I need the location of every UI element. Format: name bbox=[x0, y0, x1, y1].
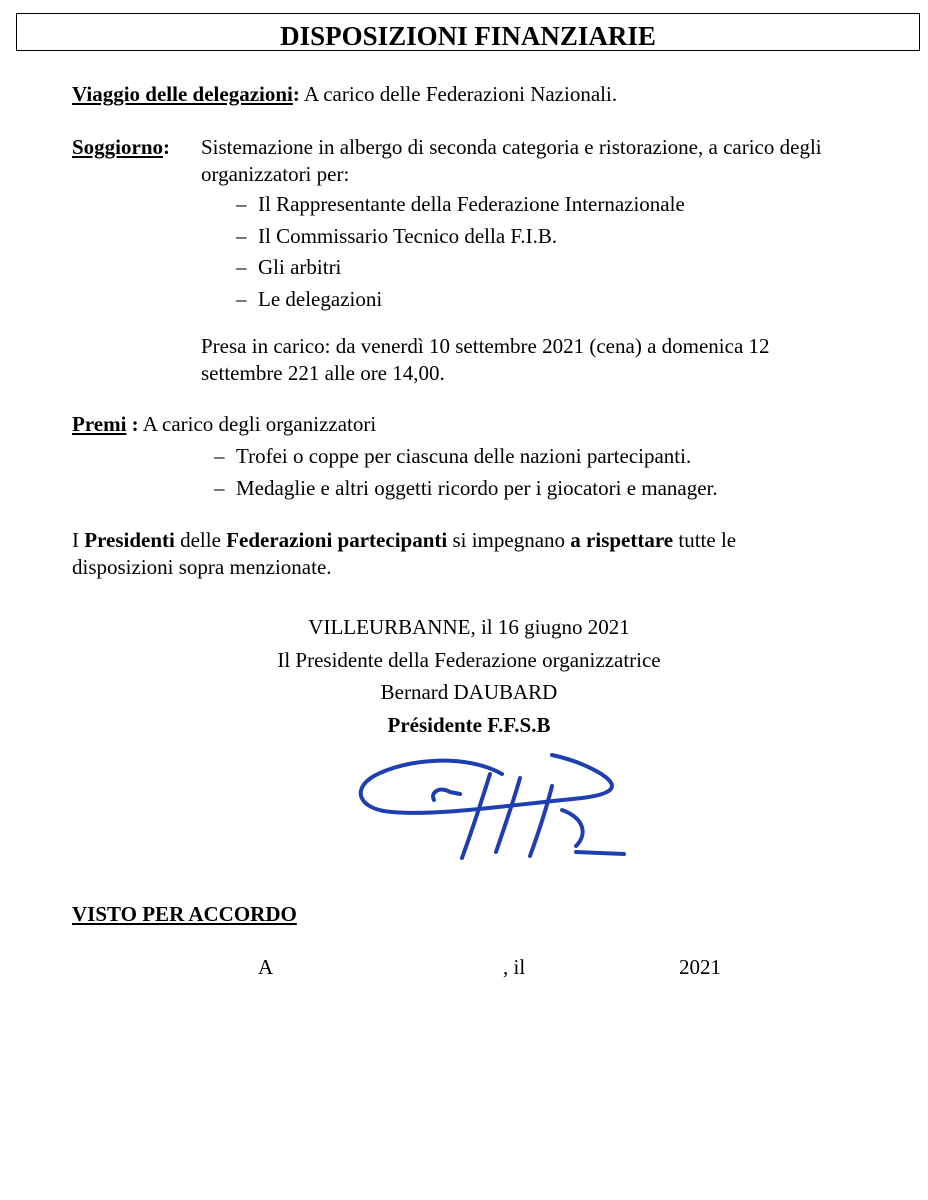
dash-bullet: – bbox=[236, 192, 247, 216]
soggiorno-item bbox=[236, 289, 382, 310]
visto-label: VISTO PER ACCORDO bbox=[72, 902, 297, 926]
dash-bullet: – bbox=[236, 224, 247, 248]
soggiorno-item-text: Il Commissario Tecnico della F.I.B. bbox=[258, 224, 558, 248]
soggiorno-item bbox=[236, 226, 557, 247]
title-box bbox=[16, 13, 920, 51]
signer-role: Il Presidente della Federazione organizzatrice bbox=[277, 648, 661, 672]
visto-place: A bbox=[258, 955, 274, 979]
dash-bullet: – bbox=[214, 444, 225, 468]
soggiorno-item-text: Le delegazioni bbox=[258, 287, 383, 311]
viaggio-label: Viaggio delle delegazioni bbox=[72, 82, 293, 106]
premi-item bbox=[214, 478, 718, 499]
impegno-bold: Presidenti bbox=[84, 528, 175, 552]
premi-colon: : bbox=[126, 412, 139, 436]
impegno-text: I bbox=[72, 528, 85, 552]
premi-item-text: Trofei o coppe per ciascuna delle nazioni partecipanti. bbox=[236, 444, 692, 468]
impegno-text: delle bbox=[174, 528, 227, 552]
handwritten-signature bbox=[352, 748, 632, 868]
impegno-bold: a rispettare bbox=[570, 528, 674, 552]
premi-line bbox=[72, 414, 376, 435]
viaggio-text: A carico delle Federazioni Nazionali. bbox=[299, 82, 618, 106]
viaggio-line bbox=[72, 84, 617, 105]
premi-item bbox=[214, 446, 691, 467]
presa-line1: Presa in carico: da venerdì 10 settembre 2021 (cena) a domenica 12 bbox=[201, 334, 770, 358]
visto-year: 2021 bbox=[679, 955, 721, 979]
page-title: DISPOSIZIONI FINANZIARIE bbox=[280, 21, 656, 51]
visto-il: , il bbox=[503, 955, 526, 979]
soggiorno-item bbox=[236, 257, 341, 278]
signer-name: Bernard DAUBARD bbox=[380, 680, 558, 704]
presa-line2: settembre 221 alle ore 14,00. bbox=[201, 361, 445, 385]
soggiorno-item bbox=[236, 194, 685, 215]
soggiorno-item-text: Il Rappresentante della Federazione Internazionale bbox=[258, 192, 685, 216]
soggiorno-line1: Sistemazione in albergo di seconda categoria e ristorazione, a carico degli bbox=[201, 135, 822, 159]
impegno-bold: Federazioni partecipanti bbox=[226, 528, 448, 552]
place-date: VILLEURBANNE, il 16 giugno 2021 bbox=[308, 615, 630, 639]
premi-item-text: Medaglie e altri oggetti ricordo per i giocatori e manager. bbox=[236, 476, 718, 500]
dash-bullet: – bbox=[214, 476, 225, 500]
soggiorno-label: Soggiorno bbox=[72, 135, 164, 159]
premi-label: Premi bbox=[72, 412, 127, 436]
soggiorno-heading bbox=[72, 137, 170, 158]
impegno-text: si impegnano bbox=[447, 528, 571, 552]
premi-text: A carico degli organizzatori bbox=[138, 412, 377, 436]
soggiorno-line2: organizzatori per: bbox=[201, 162, 350, 186]
impegno-line2: disposizioni sopra menzionate. bbox=[72, 555, 332, 579]
dash-bullet: – bbox=[236, 287, 247, 311]
impegno-line1 bbox=[72, 530, 736, 551]
viaggio-colon: : bbox=[292, 82, 300, 106]
signer-title: Présidente F.F.S.B bbox=[387, 713, 551, 737]
dash-bullet: – bbox=[236, 255, 247, 279]
soggiorno-item-text: Gli arbitri bbox=[258, 255, 342, 279]
soggiorno-colon: : bbox=[163, 135, 171, 159]
impegno-text: tutte le bbox=[673, 528, 737, 552]
